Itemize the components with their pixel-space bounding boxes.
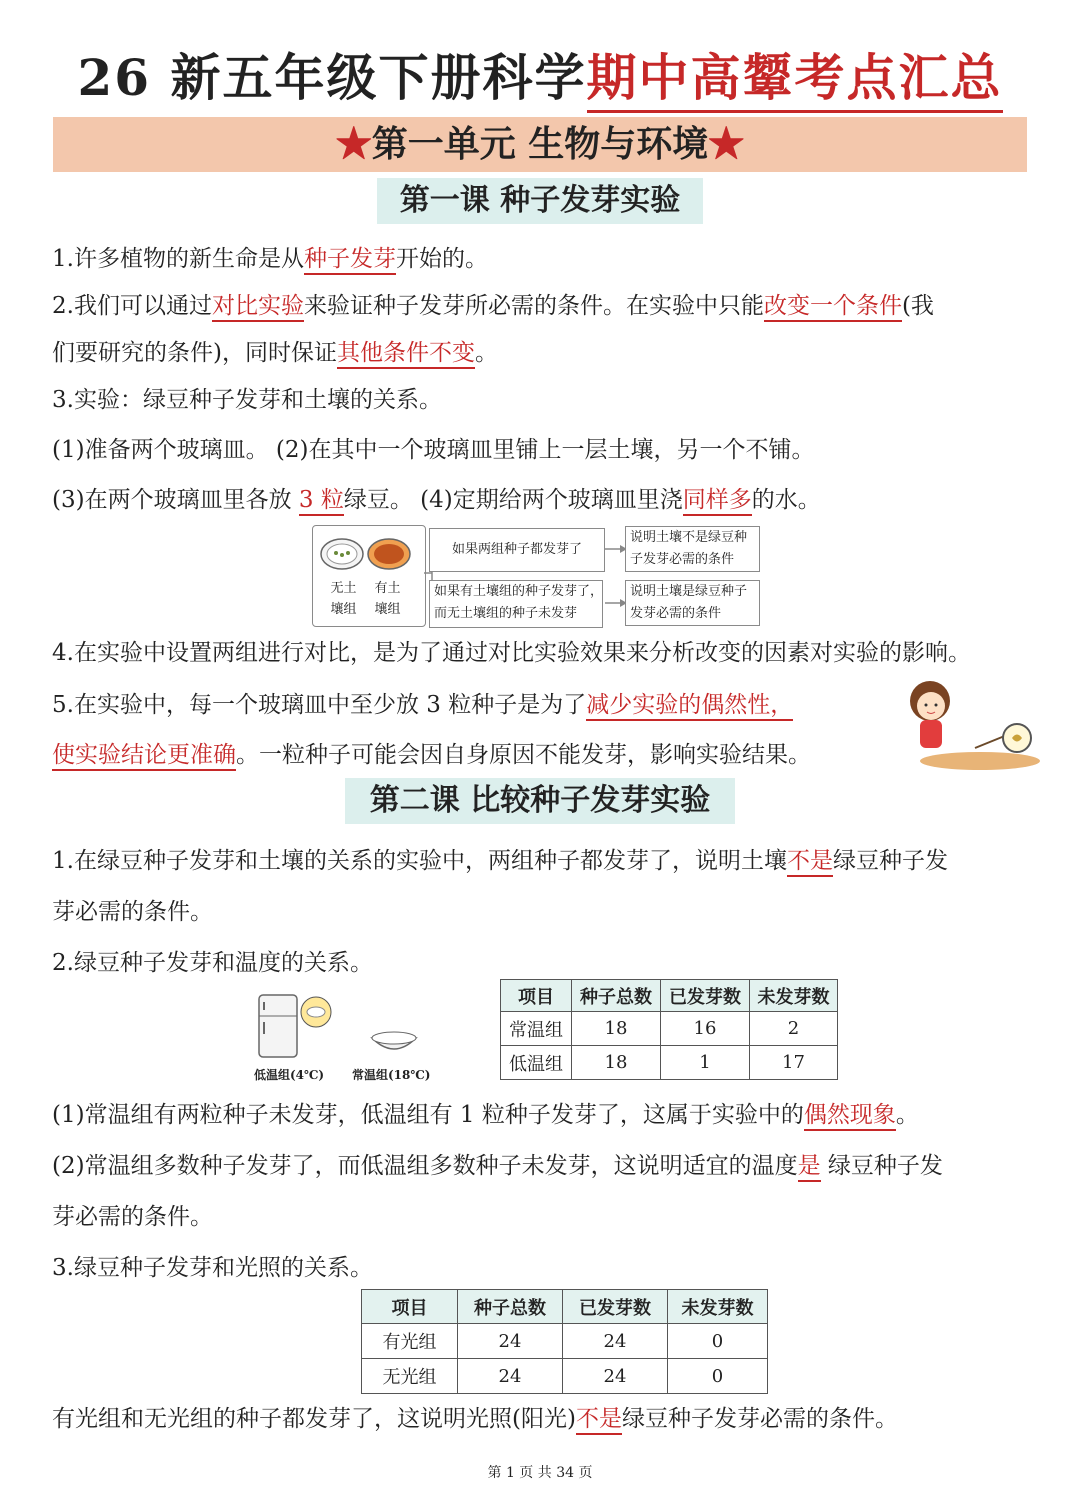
table-header: 已发芽数 (563, 1290, 668, 1324)
lesson2-line2: 芽必需的条件。 (52, 899, 213, 925)
lesson1-line6 (52, 485, 821, 515)
table-header: 已发芽数 (661, 980, 750, 1012)
text-span: (2)常温组多数种子发芽了，而低温组多数种子未发芽，这说明适宜的温度 (52, 1153, 798, 1179)
table-cell: 17 (750, 1046, 838, 1080)
text-span: (1)常温组有两粒种子未发芽，低温组有 1 粒种子发芽了，这属于实验中的 (52, 1102, 804, 1128)
light-table (361, 1289, 768, 1394)
text-span: 2.我们可以通过 (52, 293, 212, 319)
text-span: 绿豆。 (4)定期给两个玻璃皿里浇 (343, 487, 683, 513)
result2-box: 说明土壤是绿豆种子 发芽必需的条件 (625, 580, 760, 626)
table-cell: 24 (563, 1359, 668, 1394)
lesson2-title: 第二课 比较种子发芽实验 (345, 778, 735, 824)
table-header: 未发芽数 (750, 980, 838, 1012)
unit-heading (53, 117, 1027, 172)
dish-diagram (312, 525, 426, 627)
result1-box: 说明土壤不是绿豆种 子发芽必需的条件 (625, 526, 760, 572)
table-header: 未发芽数 (668, 1290, 768, 1324)
table-cell: 24 (458, 1324, 563, 1359)
lesson1-line3 (52, 338, 498, 368)
text-span: 1.许多植物的新生命是从 (52, 246, 304, 272)
text-span: 种子发芽 (304, 246, 396, 275)
text-span: 绿豆种子发 (832, 848, 948, 874)
lesson2-line3: 2.绿豆种子发芽和温度的关系。 (52, 950, 373, 976)
title-red: 期中高颦考点汇总 (586, 48, 1003, 107)
lesson1-line7: 4.在实验中设置两组进行对比，是为了通过对比实验效果来分析改变的因素对实验的影响。 (52, 640, 971, 666)
table-row (362, 1324, 768, 1359)
table-header: 种子总数 (572, 980, 661, 1012)
text-span: 绿豆种子发芽必需的条件。 (621, 1406, 898, 1432)
table-cell: 2 (750, 1012, 838, 1046)
table-cell: 24 (458, 1359, 563, 1394)
lesson1-line8 (52, 690, 793, 720)
text-span: 5.在实验中，每一个玻璃皿中至少放 3 粒种子是为了 (52, 692, 587, 718)
dish1-label: 无土 壤组 (330, 581, 357, 617)
table-cell: 16 (661, 1012, 750, 1046)
title-black: 26 新五年级下册科学 (77, 48, 587, 107)
text-span: 使实验结论更准确 (52, 742, 236, 771)
petri-dish-icon (317, 534, 421, 574)
page-title (0, 38, 1080, 110)
lesson2-line1 (52, 846, 948, 876)
lesson1-title: 第一课 种子发芽实验 (377, 178, 703, 224)
lesson1-line1 (52, 244, 488, 274)
lesson2-line4 (52, 1100, 919, 1130)
star-icon: ★ (335, 123, 372, 165)
text-span: (3)在两个玻璃皿里各放 (52, 487, 299, 513)
text-span: 绿豆种子发 (820, 1153, 943, 1179)
text-span: 的水。 (751, 487, 821, 513)
girl-thinking-illustration (900, 676, 1040, 776)
table-row (362, 1359, 768, 1394)
fridge-label: 低温组(4℃) (254, 1068, 325, 1082)
table-row (501, 1012, 838, 1046)
star-icon: ★ (708, 123, 745, 165)
text-span: 开始的。 (395, 246, 488, 272)
text-span: 3 粒 (299, 487, 344, 516)
lesson2-line6: 芽必需的条件。 (52, 1204, 213, 1230)
lesson1-line2 (52, 291, 934, 321)
text-span: 其他条件不变 (337, 340, 475, 369)
text-span: 来验证种子发芽所必需的条件。在实验中只能 (303, 293, 764, 319)
lesson1-line4: 3.实验：绿豆种子发芽和土壤的关系。 (52, 387, 442, 413)
table-header: 项目 (501, 980, 572, 1012)
text-span: (我 (901, 293, 934, 319)
lesson2-line7: 3.绿豆种子发芽和光照的关系。 (52, 1255, 373, 1281)
text-span: 。一粒种子可能会因自身原因不能发芽，影响实验结果。 (236, 742, 811, 768)
text-span: 。 (474, 340, 498, 366)
table-cell: 24 (563, 1324, 668, 1359)
text-span: 不是 (576, 1406, 622, 1435)
table-cell: 常温组 (501, 1012, 572, 1046)
text-span: 减少实验的偶然性， (586, 692, 793, 721)
unit-label: 第一单元 生物与环境 (371, 123, 709, 165)
page-footer: 第 1 页 共 34 页 (487, 1465, 593, 1481)
table-row (501, 1046, 838, 1080)
table-cell: 有光组 (362, 1324, 458, 1359)
text-span: 1.在绿豆种子发芽和土壤的关系的实验中，两组种子都发芽了，说明土壤 (52, 848, 787, 874)
text-span: 们要研究的条件)，同时保证 (52, 340, 337, 366)
text-span: 。 (895, 1102, 919, 1128)
text-span: 改变一个条件 (764, 293, 902, 322)
text-span: 同样多 (683, 487, 752, 516)
temperature-table (500, 979, 838, 1080)
lesson2-line8 (52, 1404, 898, 1434)
text-span: 有光组和无光组的种子都发芽了，这说明光照(阳光) (52, 1406, 576, 1432)
fridge-bowl-illustration (254, 990, 454, 1062)
table-cell: 低温组 (501, 1046, 572, 1080)
table-cell: 18 (572, 1046, 661, 1080)
text-span: 对比实验 (212, 293, 304, 322)
lesson2-line5 (52, 1151, 943, 1181)
bowl-label: 常温组(18℃) (352, 1068, 431, 1082)
text-span: 是 (798, 1153, 821, 1182)
table-cell: 0 (668, 1324, 768, 1359)
table-cell: 无光组 (362, 1359, 458, 1394)
lesson1-line5: (1)准备两个玻璃皿。 (2)在其中一个玻璃皿里铺上一层土壤，另一个不铺。 (52, 437, 815, 463)
condition2-box: 如果有土壤组的种子发芽了， 而无土壤组的种子未发芽 (429, 580, 603, 628)
table-header: 种子总数 (458, 1290, 563, 1324)
table-header: 项目 (362, 1290, 458, 1324)
text-span: 偶然现象 (804, 1102, 896, 1131)
table-cell: 0 (668, 1359, 768, 1394)
table-cell: 1 (661, 1046, 750, 1080)
table-cell: 18 (572, 1012, 661, 1046)
condition1-box: 如果两组种子都发芽了 (429, 528, 605, 572)
lesson1-line9 (52, 740, 811, 770)
text-span: 不是 (787, 848, 833, 877)
dish2-label: 有土 壤组 (374, 581, 401, 617)
